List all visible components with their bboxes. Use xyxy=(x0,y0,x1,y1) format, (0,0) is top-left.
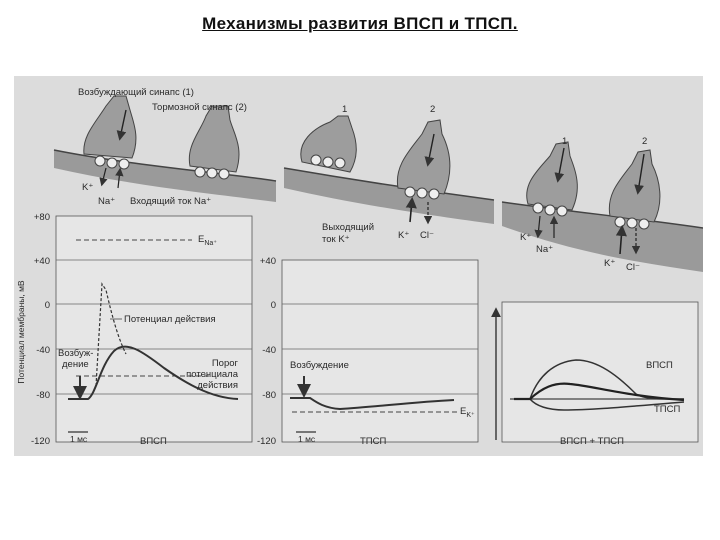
label-k-ion: K⁺ xyxy=(604,258,616,269)
tick-minus120: -120 xyxy=(256,436,276,447)
caption-combined: ВПСП + ТПСП xyxy=(560,436,624,447)
label-cl-ion: Cl⁻ xyxy=(420,230,434,241)
synapse-panel-excitatory xyxy=(54,87,276,207)
graph-ipsp xyxy=(257,256,478,447)
tick-minus120: -120 xyxy=(30,436,50,447)
label-k-ion: K⁺ xyxy=(520,232,532,243)
label-k-ion: K⁺ xyxy=(82,182,94,193)
terminal-1 xyxy=(527,142,578,210)
terminal-1 xyxy=(84,96,136,158)
label-terminal-1: 1 xyxy=(562,136,568,147)
label-na-ion: Na⁺ xyxy=(536,244,554,255)
label-terminal-2: 2 xyxy=(642,136,648,147)
label-terminal-1: 1 xyxy=(342,104,348,115)
scale-1ms: 1 мс xyxy=(70,434,88,444)
synapse-panel-combined xyxy=(502,136,703,273)
label-outward-current-1: Выходящий xyxy=(322,222,374,233)
label-threshold-1: Порог xyxy=(211,358,238,369)
label-inhibitory-synapse: Тормозной синапс (2) xyxy=(152,102,247,113)
label-e-na: $E_{Na^+}$ xyxy=(198,234,217,247)
psp-figure xyxy=(14,76,703,456)
tick-plus80: +80 xyxy=(33,212,50,223)
postsynaptic-membrane xyxy=(502,202,703,272)
terminal-2 xyxy=(609,150,660,222)
label-cl-ion: Cl⁻ xyxy=(626,262,640,273)
label-na-ion: Na⁺ xyxy=(98,196,116,207)
tick-minus40: -40 xyxy=(36,345,50,356)
tick-minus40: -40 xyxy=(262,345,276,356)
label-excitation: Возбуждение xyxy=(290,360,349,371)
label-excitation-1: Возбуж- xyxy=(58,348,94,359)
label-inward-current: Входящий ток Na⁺ xyxy=(130,196,212,207)
y-axis-label: Потенциал мембраны, мВ xyxy=(16,280,26,384)
label-ipsp: ТПСП xyxy=(654,404,681,415)
label-epsp: ВПСП xyxy=(646,360,673,371)
tick-minus80: -80 xyxy=(36,390,50,401)
label-action-potential: Потенциал действия xyxy=(124,314,216,325)
label-excitatory-synapse: Возбуждающий синапс (1) xyxy=(78,87,194,98)
tick-zero: 0 xyxy=(44,300,50,311)
synapse-panel-inhibitory xyxy=(284,104,494,245)
terminal-2 xyxy=(189,106,239,172)
psp-diagram xyxy=(14,76,703,456)
label-threshold-3: действия xyxy=(197,380,238,391)
label-k-ion: K⁺ xyxy=(398,230,410,241)
tick-plus40: +40 xyxy=(259,256,276,267)
label-threshold-2: потенциала xyxy=(186,369,238,380)
label-e-k: $E_{K^+}$ xyxy=(460,406,475,419)
terminal-2 xyxy=(397,120,450,194)
scale-1ms: 1 мс xyxy=(298,434,316,444)
graph-combined xyxy=(496,302,698,447)
caption-epsp: ВПСП xyxy=(140,436,167,447)
tick-plus40: +40 xyxy=(33,256,50,267)
graph-epsp xyxy=(31,212,252,447)
slide-title: Механизмы развития ВПСП и ТПСП. xyxy=(202,14,518,33)
caption-ipsp: ТПСП xyxy=(360,436,387,447)
tick-zero: 0 xyxy=(270,300,276,311)
tick-minus80: -80 xyxy=(262,390,276,401)
label-excitation-2: дение xyxy=(62,359,89,370)
label-terminal-2: 2 xyxy=(430,104,436,115)
label-outward-current-2: ток K⁺ xyxy=(322,234,350,245)
